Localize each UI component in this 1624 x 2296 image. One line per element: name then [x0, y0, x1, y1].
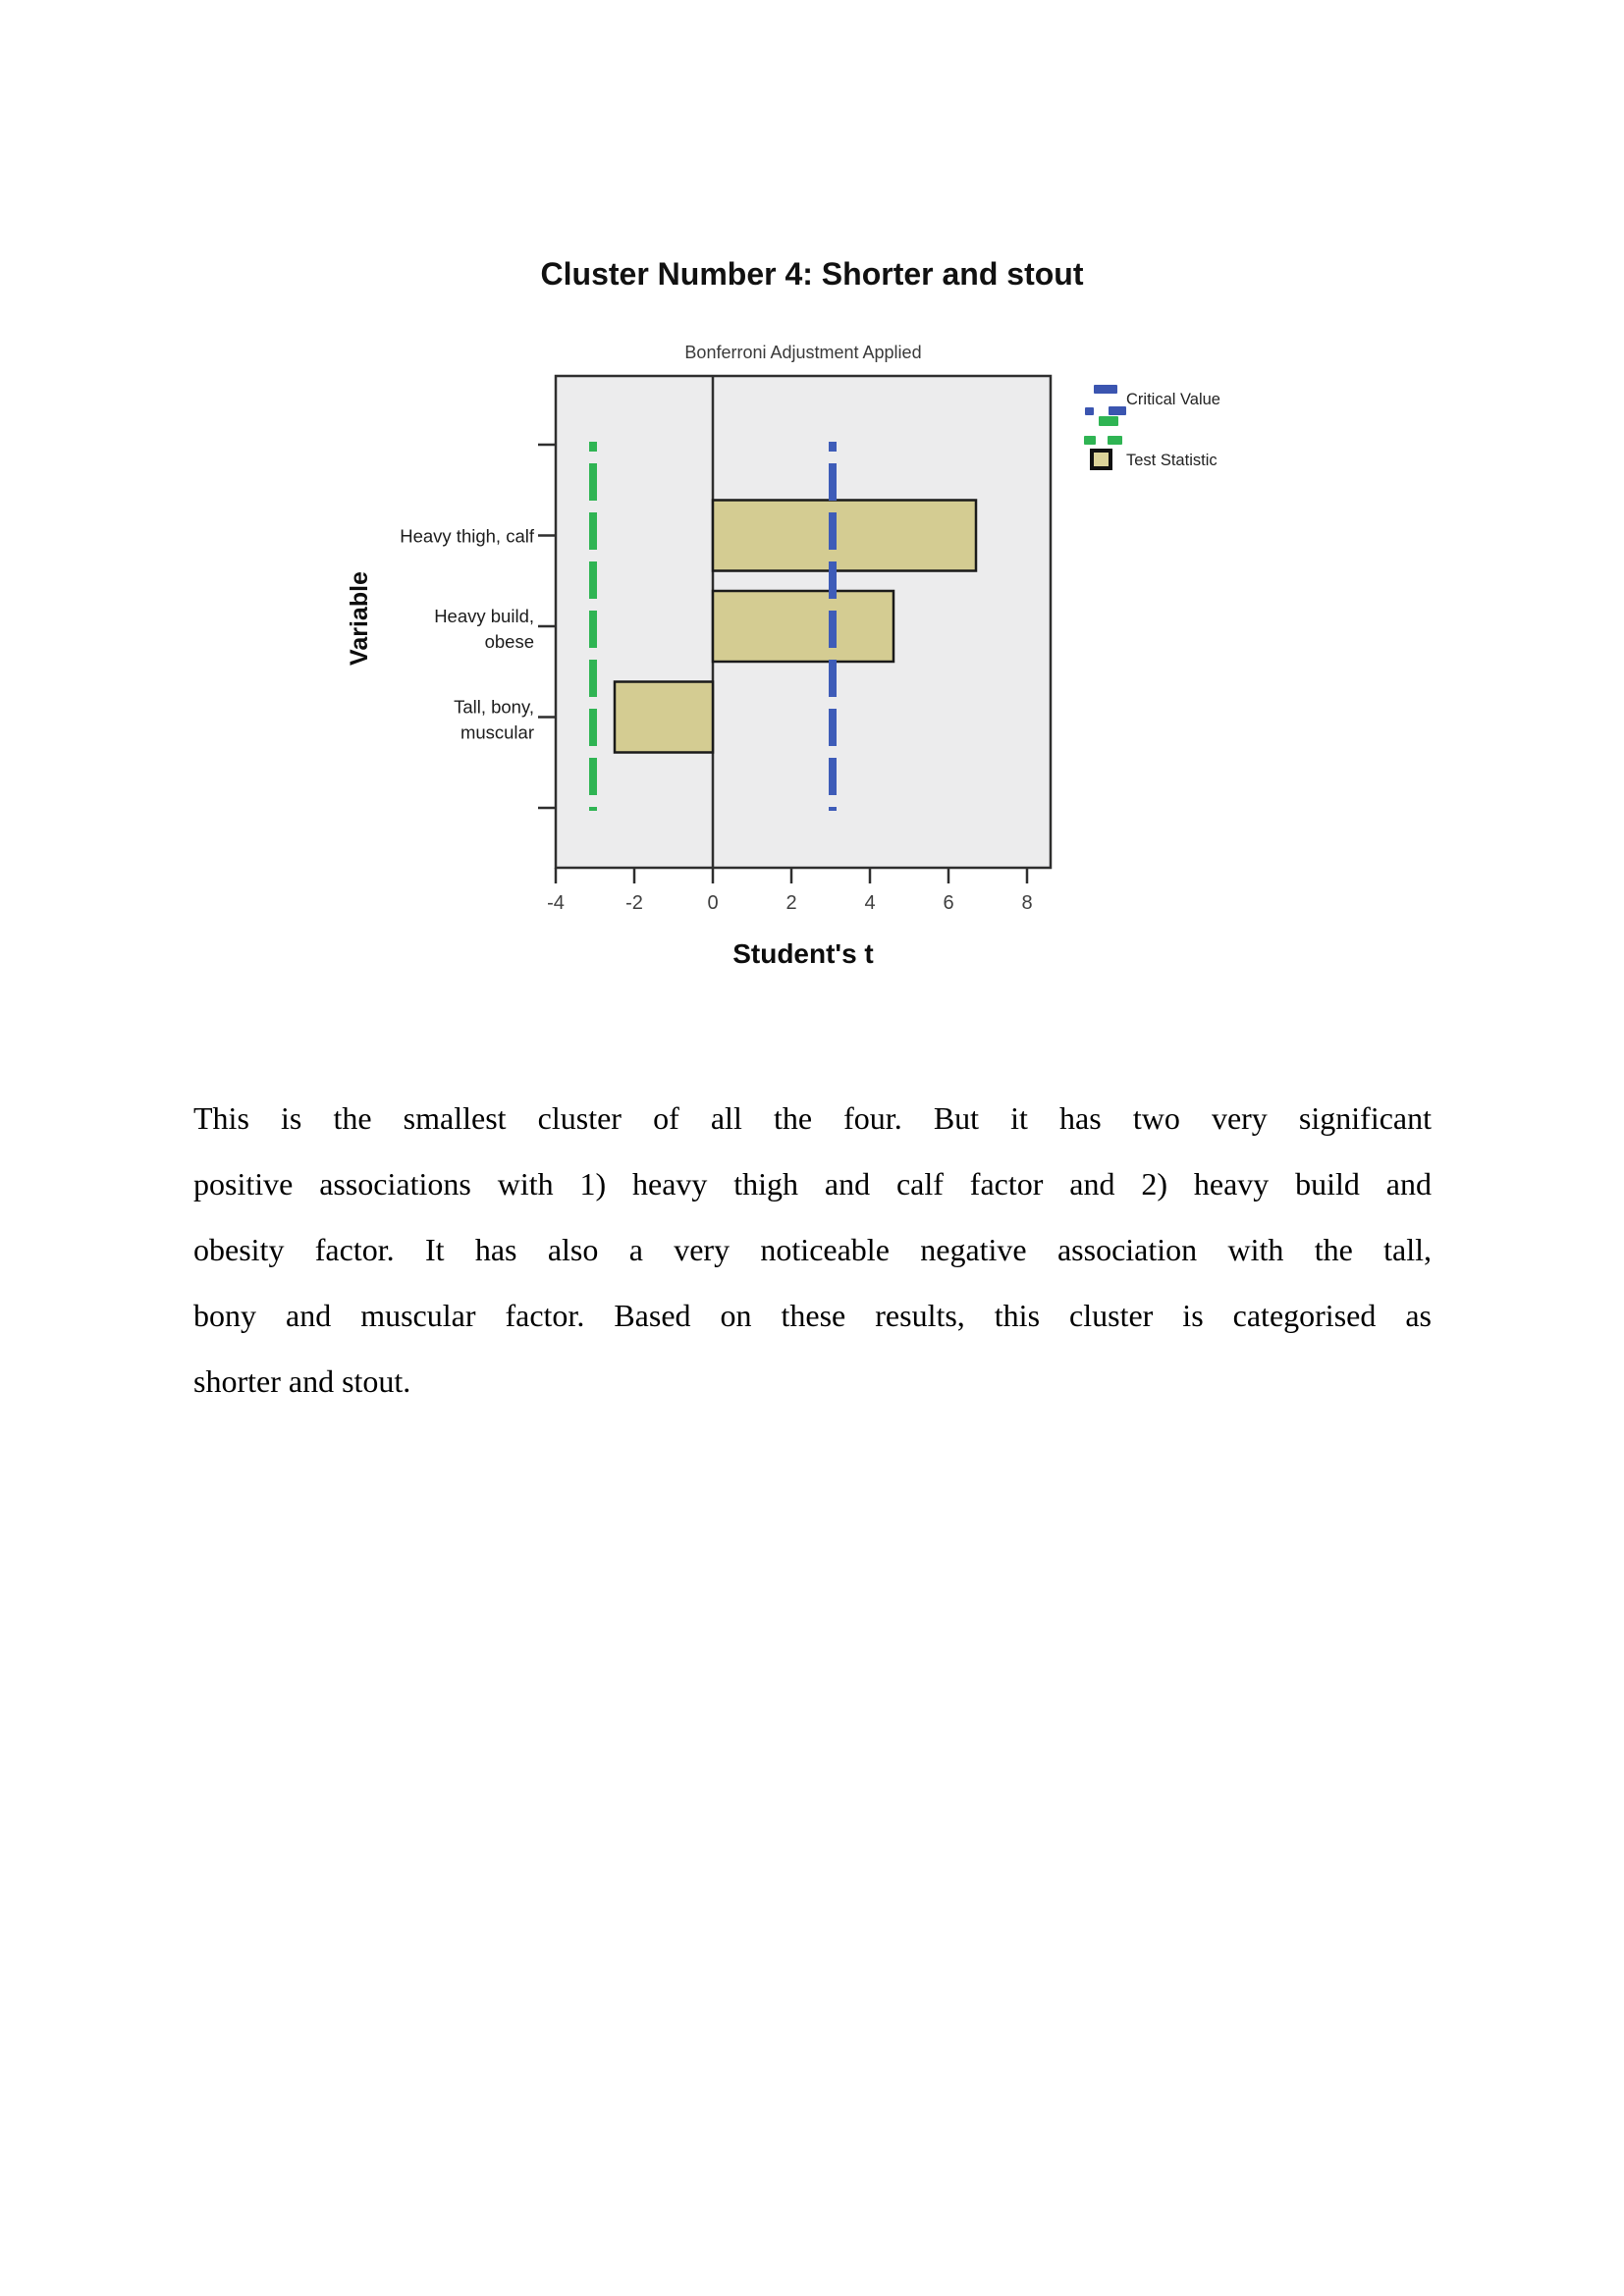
green-dash [1084, 436, 1096, 445]
category-label: Tall, bony, muscular [454, 696, 534, 743]
bar-2 [713, 591, 893, 662]
body-paragraph [193, 1086, 1432, 1415]
category-label: Heavy build, obese [434, 606, 534, 652]
legend-label-test-statistic: Test Statistic [1126, 452, 1218, 469]
paragraph-line: shorter and stout. [193, 1363, 411, 1399]
paragraph-line: bony and muscular factor. Based on these results, this cluster is categorised as [193, 1298, 1432, 1333]
x-tick-label: -4 [547, 892, 565, 914]
bar-chart-plot [324, 324, 1090, 962]
paragraph-line: obesity factor. It has also a very noticeable negative association with the tall, [193, 1232, 1432, 1267]
bar-1 [713, 501, 976, 571]
critical-value-dashed-line-icon [1083, 383, 1128, 448]
x-tick-label: 2 [785, 892, 797, 914]
legend-label-critical-value: Critical Value [1126, 391, 1220, 408]
test-statistic-swatch-icon [1090, 449, 1112, 470]
x-tick-label: 4 [864, 892, 876, 914]
chart-title: Cluster Number 4: Shorter and stout [540, 256, 1084, 292]
blue-dash [1109, 406, 1126, 415]
blue-dash [1094, 385, 1117, 394]
x-tick-label: 0 [707, 892, 719, 914]
x-tick-label: 6 [943, 892, 954, 914]
blue-dash [1085, 407, 1094, 415]
y-axis-title: Variable [346, 571, 373, 666]
category-label: Heavy thigh, calf [400, 525, 534, 547]
x-tick-label: 8 [1021, 892, 1033, 914]
bar-3 [615, 682, 713, 753]
chart-legend [1083, 383, 1358, 491]
x-axis-title: Student's t [732, 938, 874, 969]
paragraph-line: positive associations with 1) heavy thigh and calf factor and 2) heavy build and [193, 1166, 1432, 1201]
green-dash [1108, 436, 1122, 445]
green-dash [1099, 416, 1118, 426]
chart-subtitle: Bonferroni Adjustment Applied [684, 343, 922, 362]
x-tick-label: -2 [625, 892, 643, 914]
paragraph-line: This is the smallest cluster of all the four. But it has two very significant [193, 1100, 1432, 1136]
